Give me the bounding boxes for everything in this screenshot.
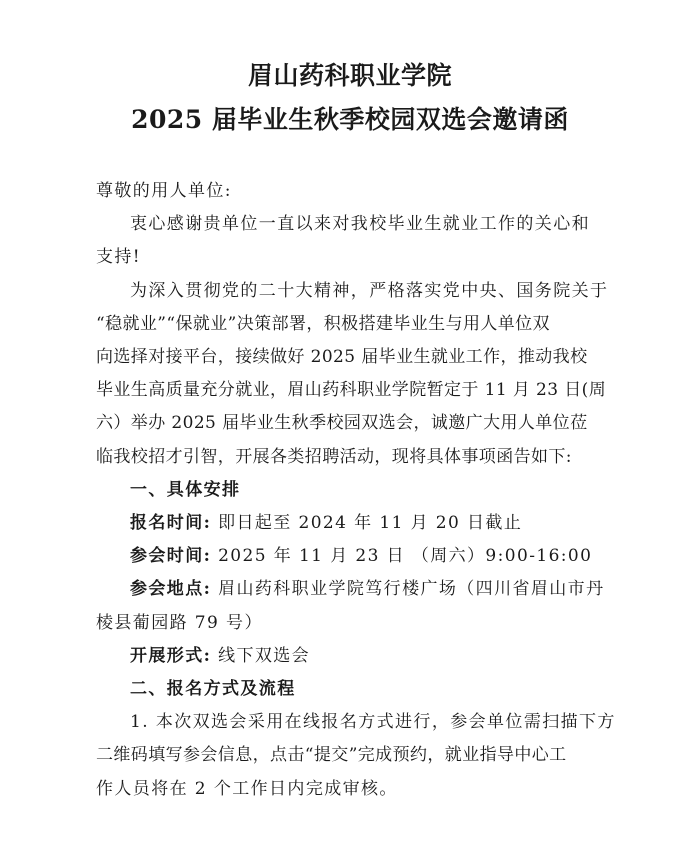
step-1-line-1: 1. 本次双选会采用在线报名方式进行，参会单位需扫描下方 [130,712,616,733]
paragraph-intro-line-3: 向选择对接平台，接续做好 2025 届毕业生就业工作，推动我校 [96,347,588,368]
format-value: 线下双选会 [211,645,311,666]
signup-time-row [96,507,636,540]
signup-time-label: 报名时间: [130,513,212,534]
step-1-line-3: 作人员将在 2 个工作日内完成审核。 [96,778,398,799]
attend-time-row [96,540,636,573]
venue-label: 参会地点: [130,579,212,600]
format-row [96,640,636,673]
step-1-line-2: 二维码填写参会信息，点击“提交”完成预约，就业指导中心工 [96,745,567,766]
attend-time-value: 2025 年 11 月 23 日 （周六）9:00-16:00 [211,546,593,567]
document-title-line-2: 2025 届毕业生秋季校园双选会邀请函 [131,105,569,134]
venue-value: 眉山药科职业学院笃行楼广场（四川省眉山市丹 [211,579,605,600]
paragraph-thanks-line-1: 衷心感谢贵单位一直以来对我校毕业生就业工作的关心和 [130,214,590,235]
paragraph-intro-line-6: 临我校招才引智，开展各类招聘活动，现将具体事项函告如下: [96,446,572,467]
paragraph-intro-line-5: 六）举办 2025 届毕业生秋季校园双选会，诚邀广大用人单位莅 [96,413,588,434]
paragraph-intro-line-4: 毕业生高质量充分就业，眉山药科职业学院暂定于 11 月 23 日(周 [96,380,607,401]
section-heading-registration: 二、报名方式及流程 [130,679,296,700]
paragraph-thanks-line-2: 支持! [96,247,142,268]
attend-time-label: 参会时间: [130,546,212,567]
signup-time-value: 即日起至 2024 年 11 月 20 日截止 [211,513,523,534]
salutation: 尊敬的用人单位: [96,181,232,201]
paragraph-intro-line-2: “稳就业”“保就业”决策部署，积极搭建毕业生与用人单位双 [96,313,550,334]
format-label: 开展形式: [130,645,212,666]
document-title-line-1: 眉山药科职业学院 [247,61,452,90]
letter-body [96,175,636,806]
paragraph-intro-line-1: 为深入贯彻党的二十大精神，严格落实党中央、国务院关于 [130,280,609,301]
section-heading-arrangement: 一、具体安排 [130,479,241,500]
venue-row [96,573,636,606]
venue-row-continued: 棱县葡园路 79 号） [96,612,263,633]
